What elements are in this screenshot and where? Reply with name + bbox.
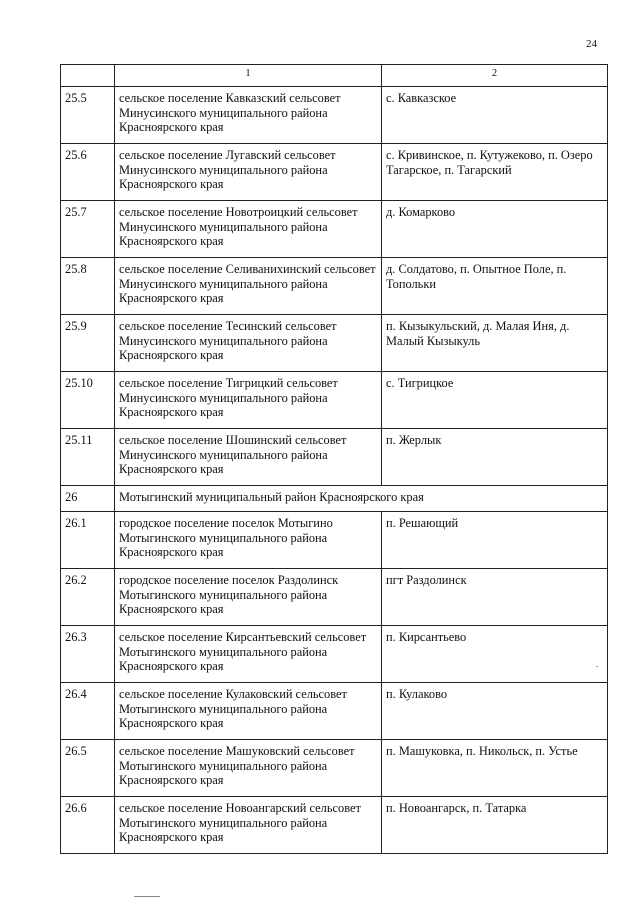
scan-artifact	[596, 666, 598, 667]
settlements-list: д. Солдатово, п. Опытное Поле, п. Топольки	[382, 258, 608, 315]
row-number: 26.1	[61, 512, 115, 569]
row-number: 25.5	[61, 87, 115, 144]
table-row	[61, 569, 608, 626]
settlements-list: п. Новоангарск, п. Татарка	[382, 797, 608, 854]
settlements-list: с. Тигрицкое	[382, 372, 608, 429]
settlements-table	[60, 64, 608, 854]
municipality-name: сельское поселение Кулаковский сельсовет Мотыгинского муниципального района Красноярского края	[115, 683, 382, 740]
municipality-name: городское поселение поселок Мотыгино Мотыгинского муниципального района Красноярского края	[115, 512, 382, 569]
header-column-2: 2	[382, 65, 608, 87]
settlements-list: д. Комарково	[382, 201, 608, 258]
settlements-list: п. Кирсантьево	[382, 626, 608, 683]
settlements-list: п. Решающий	[382, 512, 608, 569]
municipality-name: сельское поселение Селиванихинский сельсовет Минусинского муниципального района Красноярского края	[115, 258, 382, 315]
municipality-name: сельское поселение Кирсантьевский сельсовет Мотыгинского муниципального района Красноярского края	[115, 626, 382, 683]
table-row	[61, 144, 608, 201]
header-column-1: 1	[115, 65, 382, 87]
table-row	[61, 626, 608, 683]
municipality-name: сельское поселение Шошинский сельсовет Минусинского муниципального района Красноярского края	[115, 429, 382, 486]
settlements-list: пгт Раздолинск	[382, 569, 608, 626]
table-header-row	[61, 65, 608, 87]
row-number: 25.11	[61, 429, 115, 486]
table-row	[61, 315, 608, 372]
table-row	[61, 797, 608, 854]
settlements-list: п. Машуковка, п. Никольск, п. Устье	[382, 740, 608, 797]
municipality-name: сельское поселение Машуковский сельсовет Мотыгинского муниципального района Красноярского края	[115, 740, 382, 797]
municipality-name: сельское поселение Кавказский сельсовет Минусинского муниципального района Красноярского края	[115, 87, 382, 144]
table-row	[61, 201, 608, 258]
municipality-name: сельское поселение Новоангарский сельсовет Мотыгинского муниципального района Красноярского края	[115, 797, 382, 854]
row-number: 25.9	[61, 315, 115, 372]
table-row	[61, 372, 608, 429]
settlements-list: п. Кулаково	[382, 683, 608, 740]
table-row	[61, 87, 608, 144]
table-row	[61, 740, 608, 797]
row-number: 25.8	[61, 258, 115, 315]
row-number: 26.6	[61, 797, 115, 854]
footer-line	[134, 896, 160, 897]
settlements-list: с. Кавказское	[382, 87, 608, 144]
row-number: 26.4	[61, 683, 115, 740]
municipality-name: сельское поселение Новотроицкий сельсовет Минусинского муниципального района Красноярского края	[115, 201, 382, 258]
row-number: 26.2	[61, 569, 115, 626]
header-number-column	[61, 65, 115, 87]
district-row	[61, 486, 608, 512]
municipality-name: городское поселение поселок Раздолинск Мотыгинского муниципального района Красноярского края	[115, 569, 382, 626]
row-number: 25.7	[61, 201, 115, 258]
page-number: 24	[586, 38, 597, 50]
table-row	[61, 258, 608, 315]
municipality-name: сельское поселение Лугавский сельсовет Минусинского муниципального района Красноярского края	[115, 144, 382, 201]
settlements-list: п. Кызыкульский, д. Малая Иня, д. Малый Кызыкуль	[382, 315, 608, 372]
table-row	[61, 683, 608, 740]
municipality-name: сельское поселение Тесинский сельсовет Минусинского муниципального района Красноярского края	[115, 315, 382, 372]
settlements-list: п. Жерлык	[382, 429, 608, 486]
row-number: 26	[61, 486, 115, 512]
row-number: 26.3	[61, 626, 115, 683]
settlements-list: с. Кривинское, п. Кутужеково, п. Озеро Тагарское, п. Тагарский	[382, 144, 608, 201]
district-name: Мотыгинский муниципальный район Красноярского края	[115, 486, 608, 512]
table-row	[61, 512, 608, 569]
row-number: 26.5	[61, 740, 115, 797]
municipality-name: сельское поселение Тигрицкий сельсовет Минусинского муниципального района Красноярского края	[115, 372, 382, 429]
table-row	[61, 429, 608, 486]
row-number: 25.6	[61, 144, 115, 201]
row-number: 25.10	[61, 372, 115, 429]
